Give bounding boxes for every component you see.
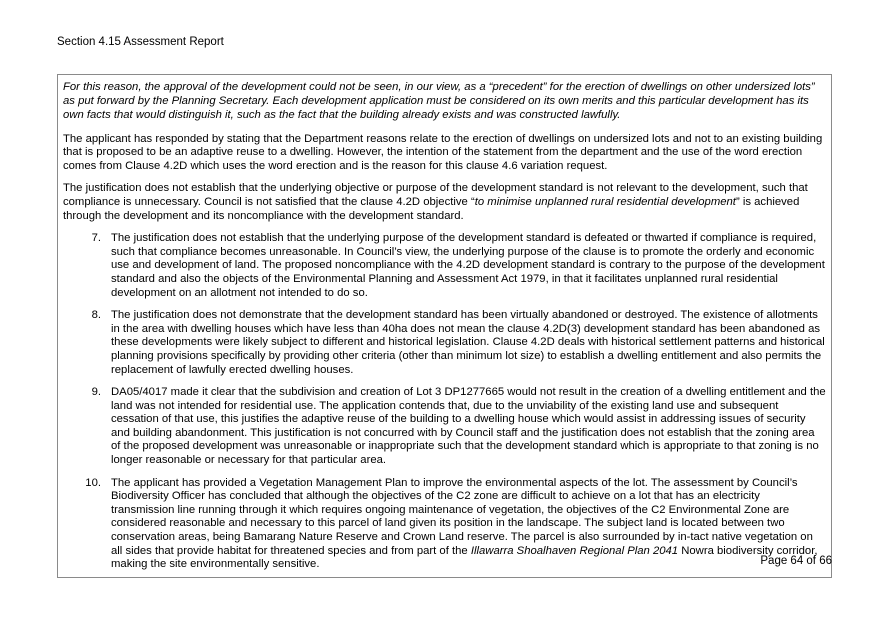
paragraph-justification-objective: [63, 182, 826, 223]
list-item-10-italic-plan-title: Illawarra Shoalhaven Regional Plan 2041: [470, 544, 679, 557]
list-item-9: [63, 386, 826, 468]
paragraph-text-before: The justification does not establish that the underlying objective or purpose of the development standard is not relevant to the development, such that compliance is unnecessary. Council is not satisfied that the clause 4.2D objective “: [63, 182, 808, 208]
list-item-8-text: The justification does not demonstrate that the development standard has been virtually abandoned or destroyed. The existence of allotments in the area with dwelling houses which have less than 40ha does not mean the clause 4.2D(3) development standard has been abandoned as these developments were likely subject to different and historical legislation. Clause 4.2D deals with historical settlement patterns and historical planning provisions specifically by providing other criteria (other than minimum lot size) to establish a dwelling entitlement and also permits the replacement of lawfully erected dwelling houses.: [111, 309, 825, 376]
list-item-7-text: The justification does not establish that the underlying purpose of the development standard is defeated or thwarted if compliance is required, such that compliance becomes unreasonable. In Council’s view, the underlying purpose of the clause is to promote the orderly and economic use and development of land. The proposed noncompliance with the 4.2D development standard is contrary to the purpose of the development standard and also the objects of the Environmental Planning and Assessment Act 1979, in that it facilitates unplanned rural residential development on an allotment not intended to do so.: [111, 232, 825, 299]
list-item-10-text-after: Nowra biodiversity corridor, making the site environmentally sensitive.: [111, 544, 818, 571]
bordered-content-frame: [57, 74, 832, 578]
list-item-10: [63, 477, 826, 572]
list-item-10-number: 10.: [85, 476, 101, 489]
paragraph-applicant-response: The applicant has responded by stating that the Department reasons relate to the erection of dwellings on undersized lots and not to an existing building that is proposed to be an adaptive reuse to a dwelling. However, the intention of the statement from the department and the use of the word erection comes from Clause 4.2D which uses the word erection and is the reason for this clause 4.6 variation request.: [63, 132, 823, 172]
list-item-7: [63, 232, 826, 300]
list-item-7-number: 7.: [91, 232, 101, 245]
paragraph-text-after: ” is achieved through the development and its noncompliance with the development standard.: [63, 195, 800, 222]
list-item-9-text: DA05/4017 made it clear that the subdivision and creation of Lot 3 DP1277665 would not result in the creation of a dwelling entitlement and the land was not intended for residential use. The application contends that, due to the unviability of the existing land use and subsequent cessation of that use, this justifies the adaptive reuse of the building to a dwelling house which would assist in addressing issues of security and building abandonment. This justification is not concurred with by Council staff and the justification does not establish that the zoning area of the proposed development was unreasonable or inappropriate such that the development standard which is appropriate to that zoning is no longer reasonable or necessary for that particular area.: [111, 386, 826, 467]
list-item-8-number: 8.: [91, 309, 101, 322]
block-quote-paragraph: For this reason, the approval of the development could not be seen, in our view, as a “precedent” for the erection of dwellings on other undersized lots” as put forward by the Planning Secretary. Each development application must be considered on its own merits and this particular development has its own facts that would distinguish it, such as the fact that the building already exists and was constructed lawfully.: [63, 81, 815, 122]
numbered-findings-list: [63, 232, 826, 572]
running-header: Section 4.15 Assessment Report: [57, 36, 224, 48]
footer-page-number: Page 64 of 66: [760, 555, 832, 567]
list-item-9-number: 9.: [91, 386, 101, 399]
paragraph-italic-quote: to minimise unplanned rural residential development: [474, 195, 736, 208]
list-item-10-text-before: The applicant has provided a Vegetation Management Plan to improve the environmental aspects of the lot. The assessment by Council’s Biodiversity Officer has concluded that although the objectives of the C2 zone are difficult to achieve on a lot that has an electricity transmission line running through it which requires ongoing maintenance of vegetation, the objectives of the C2 Environmental Zone are considered reasonable and necessary to this parcel of land given its position in the landscape. The subject land is located between two conservation areas, being Bamarang Nature Reserve and Crown Land reserve. The parcel is also surrounded by in-tact native vegetation on all sides that provide habitat for threatened species and from part of the: [111, 476, 813, 557]
list-item-8: [63, 309, 826, 377]
